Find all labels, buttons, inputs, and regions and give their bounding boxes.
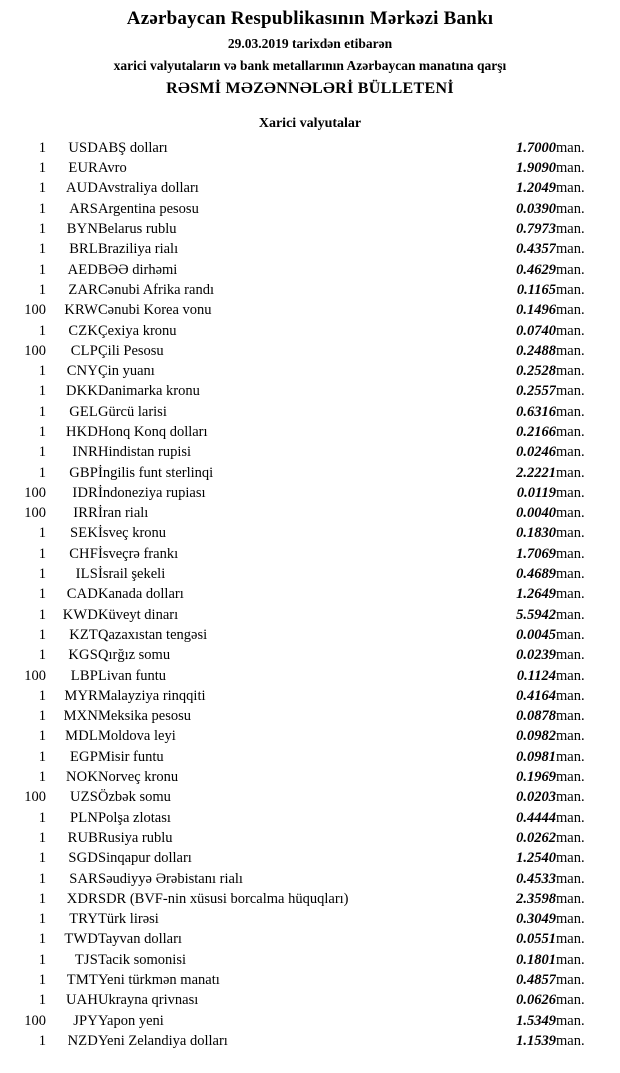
- currency-units: 1: [38, 931, 46, 948]
- currency-units: 1: [38, 708, 46, 725]
- currency-units: 1: [38, 444, 46, 461]
- rate-unit-label: man.: [556, 200, 585, 217]
- currency-code: TJS: [74, 951, 98, 968]
- currency-rate: 0.3049: [516, 911, 556, 928]
- rate-unit-label: man.: [556, 505, 585, 522]
- currency-units: 1: [38, 829, 46, 846]
- currency-name: İsrail şekeli: [98, 566, 166, 583]
- currency-code: KRW: [64, 302, 98, 319]
- currency-units: 100: [24, 789, 46, 806]
- currency-rate: 0.2557: [516, 383, 556, 400]
- currency-code: KGS: [68, 647, 98, 664]
- currency-code: GBP: [69, 464, 98, 481]
- table-row: [0, 483, 620, 503]
- currency-rate: 0.0040: [516, 505, 556, 522]
- rate-unit-label: man.: [556, 972, 585, 989]
- currency-units: 1: [38, 566, 46, 583]
- currency-name: Belarus rublu: [98, 221, 177, 238]
- currency-units: 1: [38, 870, 46, 887]
- rate-unit-label: man.: [556, 261, 585, 278]
- currency-name: Misir funtu: [98, 748, 164, 765]
- rate-unit-label: man.: [556, 911, 585, 928]
- currency-name: Honq Konq dolları: [98, 424, 208, 440]
- rate-unit-label: man.: [556, 809, 585, 826]
- rate-unit-label: man.: [556, 566, 585, 583]
- currency-name: Cənubi Afrika randı: [98, 281, 214, 298]
- currency-name: Yeni Zelandiya dolları: [98, 1032, 228, 1049]
- table-row: [0, 1031, 620, 1051]
- table-row: [0, 808, 620, 828]
- currency-name: Çin yuanı: [98, 363, 155, 380]
- currency-code: AED: [67, 261, 98, 278]
- currency-rate: 0.0390: [516, 200, 556, 217]
- currency-name: Norveç kronu: [98, 769, 179, 786]
- currency-rate: 0.1969: [516, 769, 556, 786]
- currency-units: 1: [38, 809, 46, 826]
- currency-code: ILS: [75, 566, 98, 583]
- table-row: [0, 544, 620, 564]
- currency-rate: 0.7973: [516, 221, 556, 238]
- exchange-rates-table: [0, 138, 620, 1051]
- currency-code: ARS: [69, 200, 98, 217]
- currency-name: Küveyt dinarı: [98, 606, 179, 623]
- currency-rate: 0.0740: [516, 322, 556, 339]
- currency-code: MDL: [65, 728, 98, 745]
- currency-units: 1: [38, 180, 46, 197]
- currency-rate: 0.0262: [516, 829, 556, 846]
- table-row: [0, 726, 620, 746]
- currency-code: MXN: [63, 708, 98, 725]
- rate-unit-label: man.: [556, 444, 585, 461]
- rate-unit-label: man.: [556, 484, 585, 501]
- currency-units: 1: [38, 951, 46, 968]
- table-row: [0, 747, 620, 767]
- currency-name: İran rialı: [98, 505, 149, 522]
- currency-rate: 2.3598: [516, 890, 556, 907]
- currency-name: Türk lirəsi: [98, 911, 159, 928]
- currency-name: Meksika pesosu: [98, 708, 192, 725]
- currency-code: XDR: [66, 890, 98, 907]
- currency-units: 1: [38, 1032, 46, 1049]
- currency-rate: 0.2166: [516, 424, 556, 440]
- currency-units: 1: [38, 972, 46, 989]
- rate-unit-label: man.: [556, 647, 585, 664]
- currency-units: 1: [38, 403, 46, 420]
- table-row: [0, 990, 620, 1010]
- table-row: [0, 645, 620, 665]
- currency-name: Livan funtu: [98, 667, 167, 684]
- rate-unit-label: man.: [556, 708, 585, 725]
- currency-rate: 0.4444: [516, 809, 556, 826]
- currency-units: 1: [38, 992, 46, 1009]
- currency-name: Braziliya rialı: [98, 241, 179, 258]
- currency-name: İndoneziya rupiası: [98, 484, 206, 501]
- rate-unit-label: man.: [556, 139, 585, 156]
- currency-units: 1: [38, 322, 46, 339]
- currency-name: Səudiyyə Ərəbistanı rialı: [98, 870, 243, 887]
- currency-units: 1: [38, 728, 46, 745]
- currency-code: AUD: [65, 180, 98, 197]
- currency-units: 100: [24, 1012, 46, 1029]
- currency-name: Danimarka kronu: [98, 383, 200, 400]
- rate-unit-label: man.: [556, 180, 585, 197]
- table-row: [0, 950, 620, 970]
- currency-code: KWD: [62, 606, 98, 623]
- document-header: [0, 0, 620, 98]
- currency-rate: 0.4857: [516, 972, 556, 989]
- currency-code: USD: [68, 139, 98, 156]
- rate-unit-label: man.: [556, 850, 585, 867]
- currency-rate: 0.0119: [516, 484, 556, 501]
- currency-units: 1: [38, 464, 46, 481]
- currency-code: IRR: [73, 505, 98, 522]
- currency-code: CLP: [70, 342, 98, 359]
- currency-units: 100: [24, 667, 46, 684]
- currency-units: 1: [38, 545, 46, 562]
- rate-unit-label: man.: [556, 870, 585, 887]
- table-row: [0, 625, 620, 645]
- currency-units: 1: [38, 281, 46, 298]
- rate-unit-label: man.: [556, 931, 585, 948]
- table-row: [0, 564, 620, 584]
- currency-name: SDR (BVF-nin xüsusi borcalma hüquqları): [98, 890, 349, 907]
- currency-code: IDR: [72, 484, 98, 501]
- rate-unit-label: man.: [556, 687, 585, 704]
- currency-name: Cənubi Korea vonu: [98, 302, 212, 319]
- currency-code: BYN: [66, 221, 98, 238]
- bank-title: Azərbaycan Respublikasının Mərkəzi Bankı: [126, 8, 494, 29]
- currency-name: Argentina pesosu: [98, 200, 199, 217]
- currency-code: CZK: [68, 322, 98, 339]
- table-row: [0, 341, 620, 361]
- rate-unit-label: man.: [556, 890, 585, 907]
- currency-name: Moldova leyi: [98, 728, 176, 745]
- table-row: [0, 666, 620, 686]
- table-row: [0, 442, 620, 462]
- rate-unit-label: man.: [556, 322, 585, 339]
- currency-code: PLN: [70, 809, 98, 826]
- currency-code: CHF: [69, 545, 98, 562]
- currency-units: 1: [38, 911, 46, 928]
- table-row: [0, 402, 620, 422]
- rate-unit-label: man.: [556, 769, 585, 786]
- rate-unit-label: man.: [556, 951, 585, 968]
- currency-rate: 1.2049: [516, 180, 556, 197]
- table-row: [0, 219, 620, 239]
- currency-rate: 0.4629: [516, 261, 556, 278]
- currency-units: 1: [38, 647, 46, 664]
- currency-rate: 0.1165: [516, 281, 556, 298]
- currency-code: TMT: [66, 972, 98, 989]
- currency-rate: 2.2221: [516, 464, 556, 481]
- currency-rate: 1.5349: [516, 1012, 556, 1029]
- rate-unit-label: man.: [556, 728, 585, 745]
- currency-rate: 0.1801: [516, 951, 556, 968]
- currency-units: 1: [38, 687, 46, 704]
- currency-rate: 1.9090: [516, 160, 556, 177]
- currency-rate: 0.1496: [516, 302, 556, 319]
- currency-code: DKK: [65, 383, 98, 400]
- table-row: [0, 686, 620, 706]
- currency-rate: 0.0982: [516, 728, 556, 745]
- table-row: [0, 422, 620, 442]
- rate-unit-label: man.: [556, 241, 585, 258]
- table-row: [0, 1011, 620, 1031]
- table-row: [0, 889, 620, 909]
- currency-name: İsveç kronu: [98, 525, 167, 542]
- rate-unit-label: man.: [556, 221, 585, 238]
- rate-unit-label: man.: [556, 789, 585, 806]
- currency-code: INR: [72, 444, 98, 461]
- currency-code: CNY: [66, 363, 98, 380]
- rate-unit-label: man.: [556, 1032, 585, 1049]
- rate-unit-label: man.: [556, 363, 585, 380]
- table-row: [0, 138, 620, 158]
- currency-code: KZT: [69, 626, 98, 643]
- currency-name: Kanada dolları: [98, 586, 184, 603]
- currency-rate: 0.0045: [516, 626, 556, 643]
- currency-name: Hindistan rupisi: [98, 444, 192, 461]
- currency-code: HKD: [65, 424, 98, 440]
- table-row: [0, 321, 620, 341]
- effective-date: 29.03.2019 tarixdən etibarən: [227, 35, 393, 51]
- currency-name: Yapon yeni: [98, 1012, 164, 1029]
- currency-units: 1: [38, 261, 46, 278]
- currency-rate: 0.0626: [516, 992, 556, 1009]
- currency-units: 1: [38, 769, 46, 786]
- currency-name: İngilis funt sterlinqi: [98, 464, 214, 481]
- rate-unit-label: man.: [556, 383, 585, 400]
- rate-unit-label: man.: [556, 464, 585, 481]
- currency-rate: 0.1124: [516, 667, 556, 684]
- table-row: [0, 848, 620, 868]
- rate-unit-label: man.: [556, 424, 585, 440]
- currency-name: Tacik somonisi: [98, 951, 186, 968]
- table-row: [0, 767, 620, 787]
- rate-unit-label: man.: [556, 586, 585, 603]
- currency-units: 1: [38, 241, 46, 258]
- currency-rate: 0.0203: [516, 789, 556, 806]
- currency-units: 1: [38, 606, 46, 623]
- currency-name: Çexiya kronu: [98, 322, 177, 339]
- currency-rate: 0.4357: [516, 241, 556, 258]
- currency-name: Çili Pesosu: [98, 342, 164, 359]
- rate-unit-label: man.: [556, 302, 585, 319]
- currency-code: JPY: [73, 1012, 98, 1029]
- currency-units: 1: [38, 139, 46, 156]
- currency-units: 1: [38, 748, 46, 765]
- currency-units: 1: [38, 200, 46, 217]
- rate-unit-label: man.: [556, 545, 585, 562]
- currency-name: Qazaxıstan tengəsi: [98, 626, 208, 643]
- table-row: [0, 280, 620, 300]
- currency-units: 100: [24, 342, 46, 359]
- currency-rate: 1.2649: [516, 586, 556, 603]
- currency-name: Rusiya rublu: [98, 829, 173, 846]
- bulletin-heading: RƏSMİ MƏZƏNNƏLƏRİ BÜLLETENİ: [166, 79, 454, 97]
- currency-name: Sinqapur dolları: [98, 850, 192, 867]
- rate-unit-label: man.: [556, 403, 585, 420]
- table-row: [0, 199, 620, 219]
- table-row: [0, 929, 620, 949]
- rate-unit-label: man.: [556, 160, 585, 177]
- section-title-foreign-currencies: Xarici valyutalar: [258, 115, 362, 131]
- currency-code: SEK: [70, 525, 98, 542]
- currency-code: NZD: [67, 1032, 98, 1049]
- rate-unit-label: man.: [556, 606, 585, 623]
- currency-code: EGP: [70, 748, 98, 765]
- table-row: [0, 300, 620, 320]
- currency-name: Polşa zlotası: [98, 809, 171, 826]
- rate-unit-label: man.: [556, 667, 585, 684]
- currency-rate: 1.7069: [516, 545, 556, 562]
- currency-units: 1: [38, 586, 46, 603]
- currency-rate: 0.4164: [516, 687, 556, 704]
- table-row: [0, 503, 620, 523]
- currency-units: 1: [38, 221, 46, 238]
- currency-code: ZAR: [68, 281, 98, 298]
- currency-rate: 0.2488: [516, 342, 556, 359]
- currency-name: Malayziya rinqqiti: [98, 687, 206, 704]
- currency-name: BƏƏ dirhəmi: [98, 261, 178, 278]
- table-row: [0, 869, 620, 889]
- rate-unit-label: man.: [556, 626, 585, 643]
- currency-code: RUB: [67, 829, 98, 846]
- table-row: [0, 361, 620, 381]
- table-row: [0, 970, 620, 990]
- currency-name: Qırğız somu: [98, 647, 171, 664]
- currency-name: İsveçrə frankı: [98, 545, 179, 562]
- currency-code: MYR: [64, 687, 98, 704]
- currency-rate: 0.0239: [516, 647, 556, 664]
- currency-code: LBP: [70, 667, 98, 684]
- table-row: [0, 706, 620, 726]
- currency-code: TWD: [64, 931, 98, 948]
- currency-units: 1: [38, 383, 46, 400]
- currency-units: 1: [38, 160, 46, 177]
- currency-units: 100: [24, 484, 46, 501]
- currency-code: SAR: [69, 870, 98, 887]
- currency-rate: 0.1830: [516, 525, 556, 542]
- currency-name: Avstraliya dolları: [98, 180, 199, 197]
- rate-unit-label: man.: [556, 829, 585, 846]
- currency-units: 1: [38, 890, 46, 907]
- currency-rate: 5.5942: [516, 606, 556, 623]
- currency-rate: 0.0878: [516, 708, 556, 725]
- currency-rate: 1.7000: [516, 139, 556, 156]
- rate-unit-label: man.: [556, 525, 585, 542]
- table-row: [0, 158, 620, 178]
- currency-name: Ukrayna qrivnası: [98, 992, 199, 1009]
- currency-rate: 0.0246: [516, 444, 556, 461]
- rate-unit-label: man.: [556, 992, 585, 1009]
- currency-units: 100: [24, 302, 46, 319]
- currency-units: 1: [38, 626, 46, 643]
- table-row: [0, 463, 620, 483]
- currency-name: Özbək somu: [98, 789, 171, 806]
- currency-code: SGD: [68, 850, 98, 867]
- currency-code: NOK: [65, 769, 98, 786]
- rate-unit-label: man.: [556, 281, 585, 298]
- table-row: [0, 828, 620, 848]
- currency-code: EUR: [68, 160, 98, 177]
- table-row: [0, 787, 620, 807]
- rate-unit-label: man.: [556, 748, 585, 765]
- rate-unit-label: man.: [556, 1012, 585, 1029]
- rate-unit-label: man.: [556, 342, 585, 359]
- currency-name: Yeni türkmən manatı: [98, 972, 220, 989]
- currency-rate: 1.2540: [516, 850, 556, 867]
- currency-name: Tayvan dolları: [98, 931, 182, 948]
- currency-rate: 0.0981: [516, 748, 556, 765]
- currency-rate: 0.4533: [516, 870, 556, 887]
- currency-units: 100: [24, 505, 46, 522]
- currency-code: TRY: [69, 911, 98, 928]
- table-row: [0, 178, 620, 198]
- currency-name: Avro: [98, 160, 127, 177]
- document-subtitle: xarici valyutaların və bank metallarının Azərbaycan manatına qarşı: [113, 57, 507, 73]
- currency-name: ABŞ dolları: [98, 139, 168, 156]
- currency-rate: 0.0551: [516, 931, 556, 948]
- currency-name: Gürcü larisi: [98, 403, 167, 420]
- currency-code: BRL: [69, 241, 98, 258]
- currency-rate: 0.4689: [516, 566, 556, 583]
- currency-code: GEL: [69, 403, 98, 420]
- currency-rate: 1.1539: [516, 1032, 556, 1049]
- table-row: [0, 523, 620, 543]
- currency-units: 1: [38, 850, 46, 867]
- currency-code: CAD: [66, 586, 98, 603]
- table-row: [0, 260, 620, 280]
- table-row: [0, 584, 620, 604]
- table-row: [0, 381, 620, 401]
- currency-code: UZS: [70, 789, 98, 806]
- currency-units: 1: [38, 424, 46, 440]
- currency-rate: 0.2528: [516, 363, 556, 380]
- currency-units: 1: [38, 363, 46, 380]
- currency-units: 1: [38, 525, 46, 542]
- table-row: [0, 605, 620, 625]
- table-row: [0, 909, 620, 929]
- currency-rate: 0.6316: [516, 403, 556, 420]
- table-row: [0, 239, 620, 259]
- currency-code: UAH: [65, 992, 98, 1009]
